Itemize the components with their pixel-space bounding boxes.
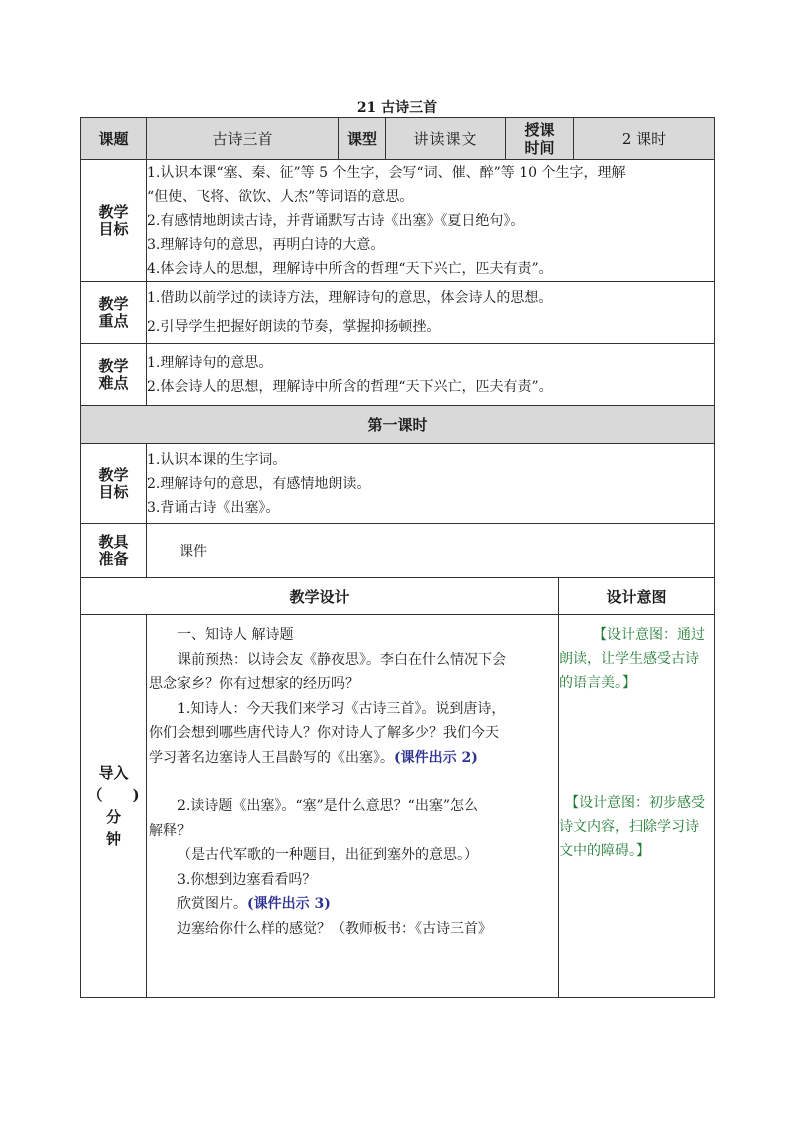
time-label-line-1: 授课: [524, 120, 555, 139]
spacer: [149, 770, 556, 794]
first-goals-label-line-2: 目标: [98, 482, 129, 501]
tools-label-line-2: 准备: [98, 549, 129, 568]
design-line: 思念家乡？你有过想家的经历吗？: [149, 676, 359, 692]
intent-line: 【设计意图：初步感受: [565, 795, 705, 811]
section-title: 第一课时: [81, 406, 715, 444]
difficulties-label-line-2: 难点: [98, 373, 129, 392]
topic-value: 古诗三首: [147, 118, 339, 160]
goals-label-line-1: 教学: [98, 202, 129, 221]
time-value: 2 课时: [574, 118, 715, 160]
section-row: [81, 406, 715, 444]
time-label-line-2: 时间: [524, 138, 555, 157]
design-text: 学习著名边塞诗人王昌龄写的《出塞》。: [149, 749, 394, 766]
key-points-content: [147, 282, 715, 344]
first-goal-line: 3.背诵古诗《出塞》。: [147, 499, 280, 516]
key-points-label: [81, 282, 147, 344]
goal-line: 4.体会诗人的思想，理解诗中所含的哲理“天下兴亡，匹夫有责”。: [147, 260, 553, 277]
type-label: 课型: [339, 118, 386, 160]
difficulty-line: 1.理解诗句的意思。: [147, 354, 273, 371]
difficulties-content: [147, 344, 715, 406]
goals-label-line-2: 目标: [98, 219, 129, 238]
design-line: 解释？: [149, 822, 191, 839]
key-points-label-line-2: 重点: [98, 311, 129, 330]
key-point-line: 1.借助以前学过的读诗方法，理解诗句的意思，体会诗人的思想。: [147, 289, 553, 306]
intro-label-line-3: 钟: [105, 830, 121, 848]
intro-intent-content: [559, 615, 715, 998]
intro-row: [81, 615, 715, 998]
intent-line: 【设计意图：通过: [593, 627, 705, 643]
intro-label: [81, 615, 147, 998]
goal-line: “但使、飞将、欲饮、人杰”等词语的意思。: [147, 188, 414, 205]
document-title: 21 古诗三首: [356, 100, 438, 116]
tools-row: [81, 524, 715, 578]
first-goals-label-line-1: 教学: [98, 465, 129, 484]
tools-label-line-1: 教具: [98, 532, 129, 551]
design-text: 欣赏图片。: [177, 896, 247, 912]
difficulty-line: 2.体会诗人的思想，理解诗中所含的哲理“天下兴亡，匹夫有责”。: [147, 378, 553, 395]
intent-line: 的语言美。】: [559, 675, 636, 691]
goals-content: [147, 160, 715, 282]
first-goal-line: 2.理解诗句的意思，有感情地朗读。: [147, 475, 371, 492]
difficulties-label-line-1: 教学: [98, 356, 129, 375]
goal-line: 1.认识本课“塞、秦、征”等 5 个生字，会写“词、催、醉”等 10 个生字，理解: [147, 164, 626, 181]
design-line: （是古代军歌的一种题目，出征到塞外的意思。）: [177, 847, 478, 863]
tools-label: [81, 524, 147, 578]
design-line: 1.知诗人：今天我们来学习《古诗三首》。说到唐诗，: [177, 700, 506, 717]
design-line: 2.读诗题《出塞》。“塞”是什么意思？“出塞”怎么: [177, 798, 478, 814]
intent-line: 诗文内容，扫除学习诗: [559, 819, 699, 835]
goal-line: 3.理解诗句的意思，再明白诗的大意。: [147, 236, 385, 253]
intent-line: 朗读，让学生感受古诗: [559, 651, 699, 667]
design-header-row: [81, 578, 715, 615]
key-points-row: [81, 282, 715, 344]
intent-header: 设计意图: [559, 578, 715, 615]
intro-label-line-1: 导入: [98, 764, 129, 782]
goals-label: [81, 160, 147, 282]
courseware-note: (课件出示 2): [394, 749, 478, 766]
topic-label: 课题: [81, 118, 147, 160]
header-row: [81, 118, 715, 160]
goal-line: 2.有感情地朗读古诗，并背诵默写古诗《出塞》《夏日绝句》。: [147, 212, 525, 229]
intent-line: 文中的障碍。】: [559, 843, 650, 859]
difficulties-row: [81, 344, 715, 406]
design-line: 课前预热：以诗会友《静夜思》。李白在什么情况下会: [177, 651, 506, 668]
difficulties-label: [81, 344, 147, 406]
first-goals-row: [81, 444, 715, 524]
key-point-line: 2.引导学生把握好朗读的节奏，掌握抑扬顿挫。: [147, 318, 441, 335]
design-header: 教学设计: [81, 578, 559, 615]
first-goals-label: [81, 444, 147, 524]
intro-label-line-2: （ )分: [87, 786, 140, 826]
first-goals-content: [147, 444, 715, 524]
key-points-label-line-1: 教学: [98, 294, 129, 313]
courseware-note: (课件出示 3): [247, 896, 331, 912]
step-heading: 一、知诗人 解诗题: [177, 627, 294, 643]
design-line: [149, 746, 556, 771]
first-goal-line: 1.认识本课的生字词。: [147, 451, 287, 468]
time-label: [506, 118, 574, 160]
design-line: [149, 892, 556, 917]
goals-row: [81, 160, 715, 282]
design-line: 你们会想到哪些唐代诗人？你对诗人了解多少？我们今天: [149, 725, 499, 741]
spacer: [559, 695, 714, 791]
design-line: 3.你想到边塞看看吗？: [177, 871, 317, 888]
design-line: 边塞给你什么样的感觉？（教师板书：《古诗三首》: [177, 920, 492, 937]
lesson-plan-table: [80, 117, 715, 998]
tools-value: 课件: [147, 524, 715, 578]
intro-design-content: [147, 615, 559, 998]
type-value: 讲读课文: [386, 118, 506, 160]
